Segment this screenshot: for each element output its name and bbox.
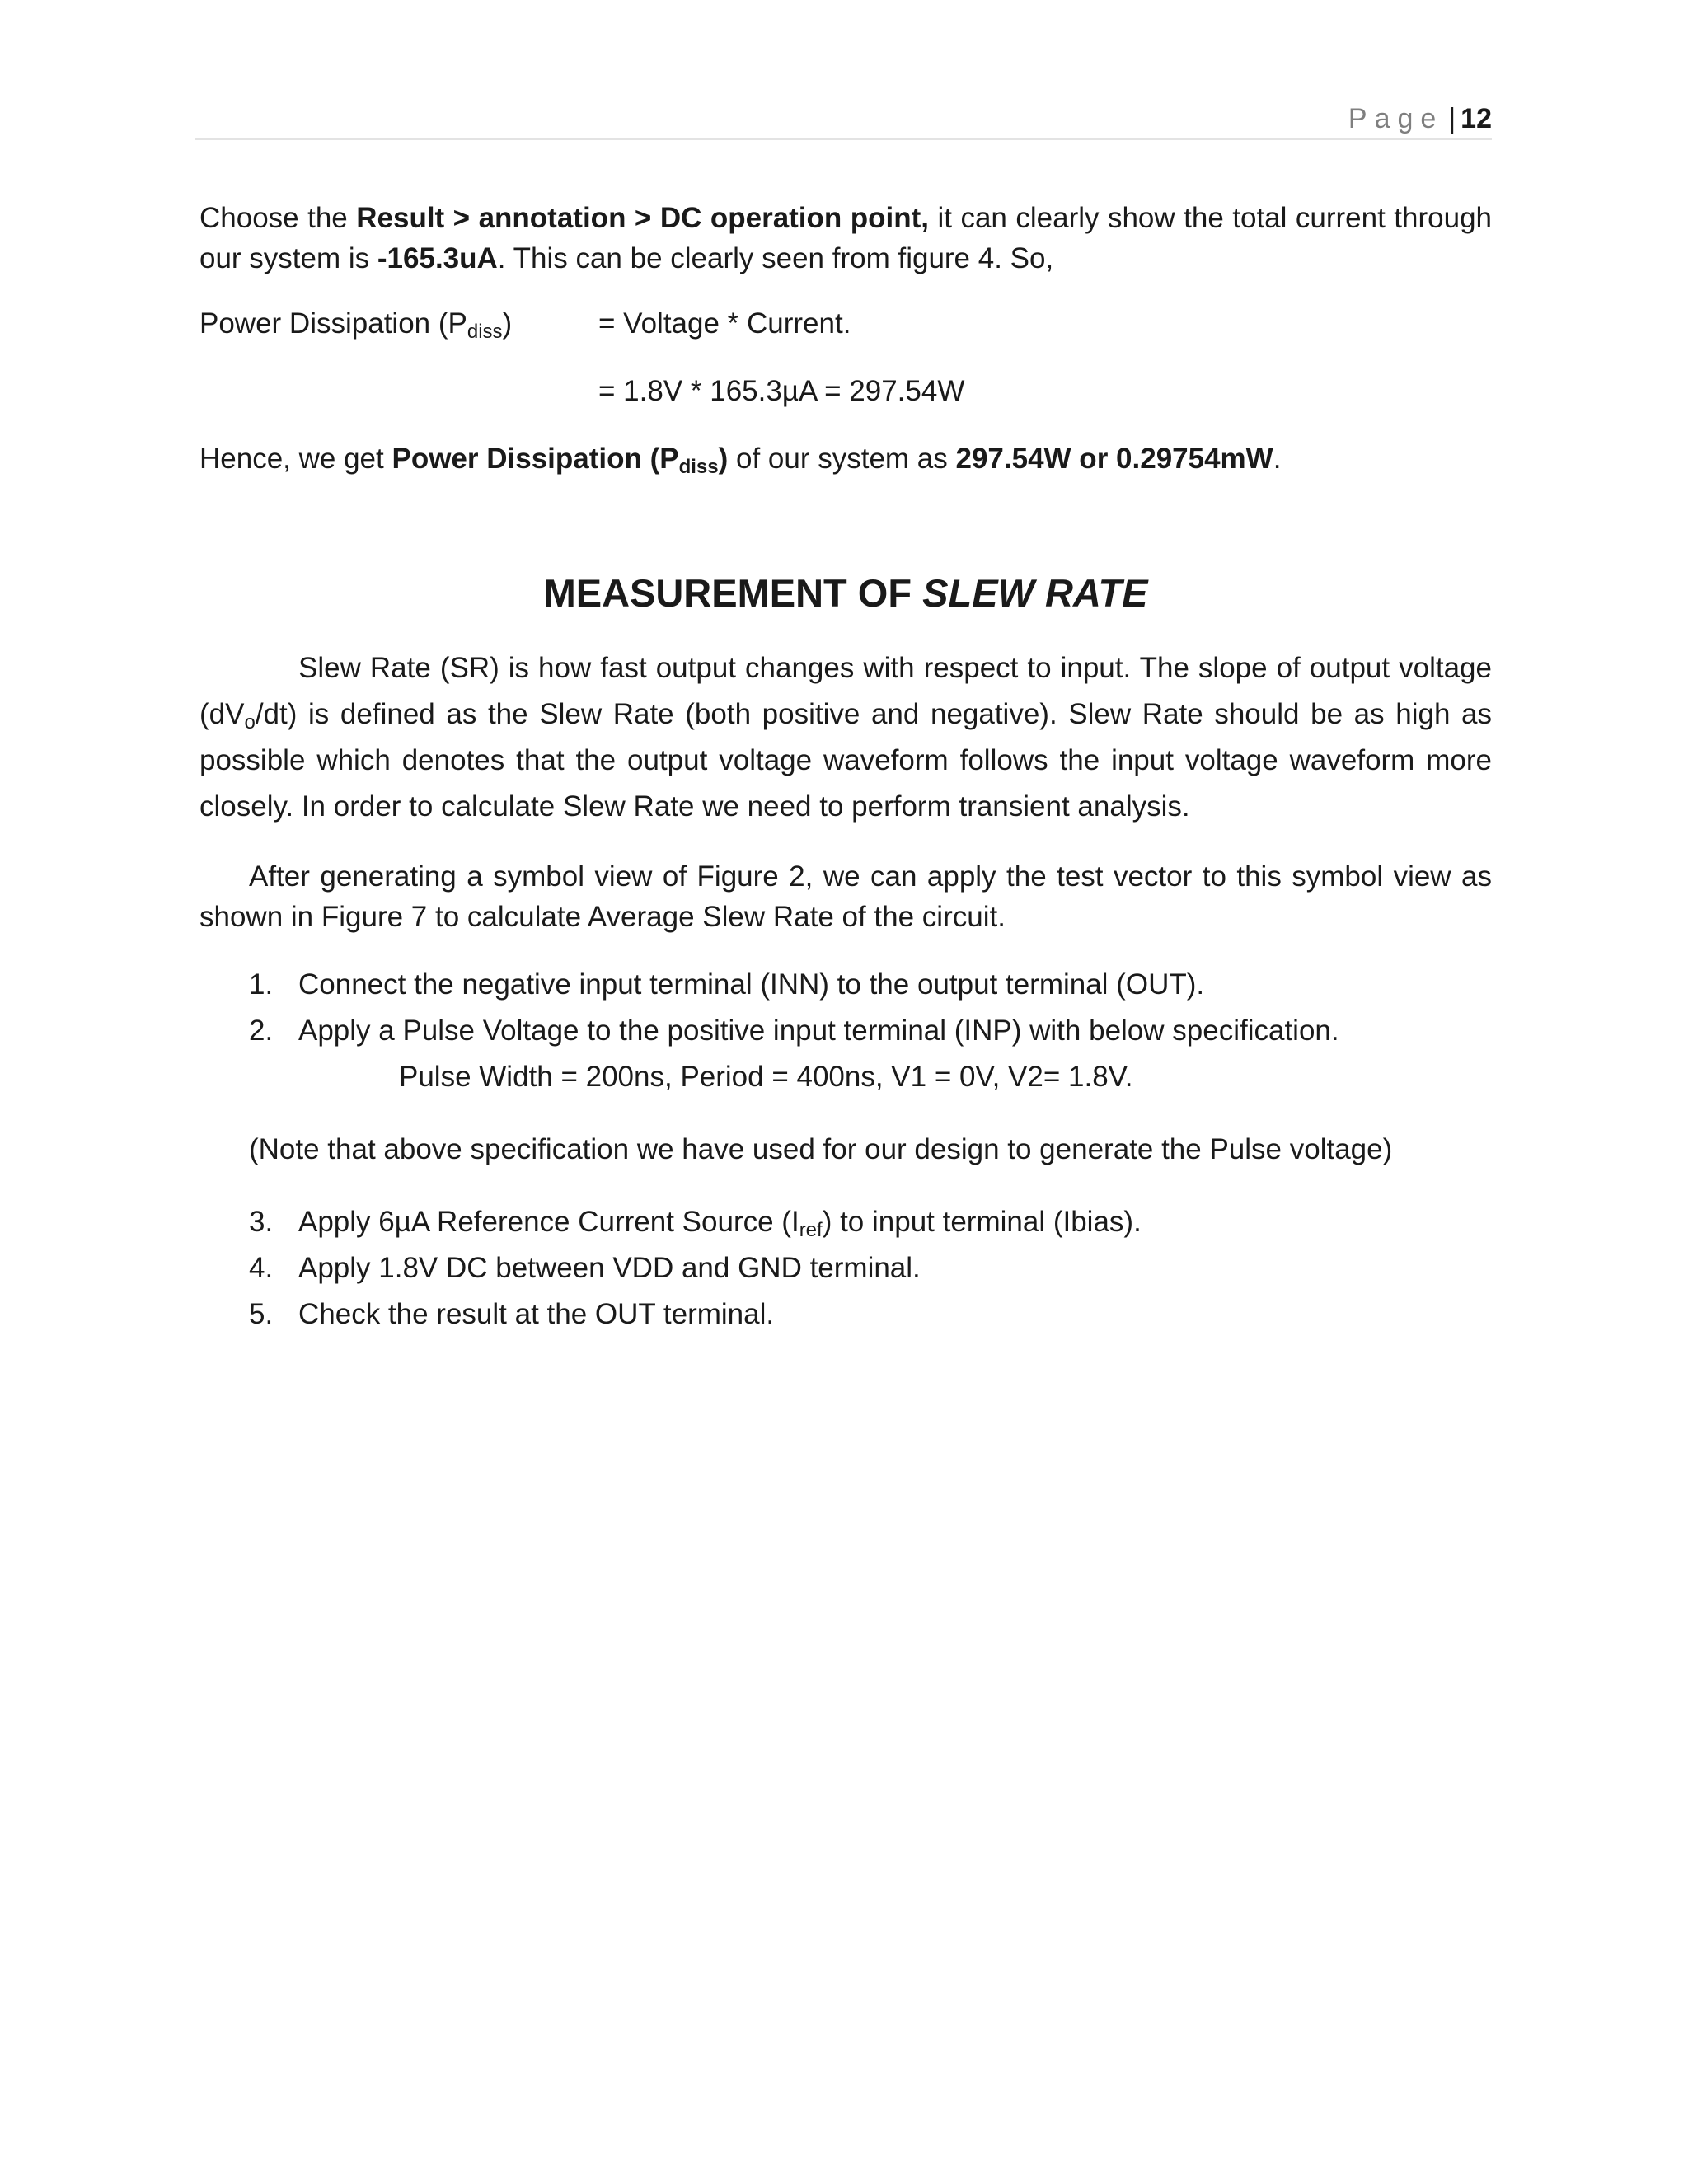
list-item-text: Apply 1.8V DC between VDD and GND terminal. [298, 1252, 921, 1284]
formula-row-1 [199, 303, 1492, 344]
slew-rate-paragraph [199, 645, 1492, 830]
hence-power-value: 297.54W or 0.29754mW [955, 443, 1273, 475]
section-heading-text: MEASUREMENT OF [543, 571, 923, 615]
intro-text-3: . This can be clearly seen from figure 4. So, [497, 242, 1054, 274]
header-separator: | [1448, 103, 1456, 134]
hence-power-end: ) [718, 443, 729, 475]
intro-text-1: Choose the [199, 202, 357, 234]
list-item [249, 1008, 1492, 1054]
page-header [195, 97, 1492, 140]
list-item-number: 1. [249, 968, 274, 1001]
hence-power-text: Power Dissipation (P [392, 443, 679, 475]
steps-list-a [199, 962, 1492, 1054]
hence-paragraph [199, 438, 1492, 479]
list-item-number: 2. [249, 1015, 274, 1047]
note-line: (Note that above specification we have used for our design to generate the Pulse voltage) [249, 1133, 1393, 1165]
slew-subscript: o [244, 711, 256, 733]
step3-text-2: ) to input terminal (Ibias). [822, 1206, 1142, 1238]
formula-equation-1: = Voltage * Current. [598, 307, 851, 340]
intro-menu-path: Result > annotation > DC operation point, [356, 202, 930, 234]
list-item [249, 1199, 1492, 1245]
list-item-text: Connect the negative input terminal (INN) to the output terminal (OUT). [298, 968, 1205, 1001]
section-heading [199, 568, 1492, 619]
hence-text-3: . [1273, 443, 1282, 475]
formula-label-spacer [199, 371, 598, 411]
section-heading-italic: SLEW RATE [922, 571, 1148, 615]
step3-subscript: ref [799, 1219, 823, 1241]
steps-list-b [199, 1199, 1492, 1338]
list-item [249, 1291, 1492, 1338]
page-number: 12 [1461, 103, 1492, 134]
list-item-number: 5. [249, 1298, 274, 1330]
list-item [249, 1245, 1492, 1291]
list-item-number: 4. [249, 1252, 274, 1284]
pulse-spec-line: Pulse Width = 200ns, Period = 400ns, V1 = 0V, V2= 1.8V. [399, 1061, 1133, 1093]
list-item-number: 3. [249, 1206, 274, 1238]
symbol-view-paragraph: After generating a symbol view of Figure 2, we can apply the test vector to this symbol view as shown in Figure 7 to calculate Average Slew Rate of the circuit. [199, 860, 1492, 933]
intro-paragraph [199, 198, 1492, 279]
hence-power-subscript: diss [678, 456, 719, 478]
list-item [249, 962, 1492, 1008]
page-content [199, 198, 1492, 1338]
slew-text-2: /dt) is defined as the Slew Rate (both positive and negative). Slew Rate should be as high as possible which denotes that the output voltage waveform follows the input voltage waveform more closely. In order to calculate Slew Rate we need to perform transient analysis. [199, 698, 1492, 823]
formula-label-subscript: diss [467, 321, 503, 343]
slew-text-1: Slew Rate (SR) is how fast output changes with respect to input. The slope of output voltage (dV [199, 652, 1492, 730]
hence-text-1: Hence, we get [199, 443, 392, 475]
page-label: Page [1348, 103, 1444, 134]
formula-label [199, 303, 598, 344]
list-item-text: Apply a Pulse Voltage to the positive input terminal (INP) with below specification. [298, 1015, 1339, 1047]
list-item-text [298, 1199, 1142, 1245]
formula-row-2 [199, 371, 1492, 411]
step3-text-1: Apply 6µA Reference Current Source (I [298, 1206, 799, 1238]
formula-label-end: ) [502, 307, 513, 340]
hence-power-term [392, 443, 729, 478]
hence-text-2: of our system as [728, 443, 956, 475]
formula-label-text: Power Dissipation (P [199, 307, 467, 340]
intro-current-value: -165.3uA [377, 242, 498, 274]
intro-text-2: it can clearly show the total current through our system is [199, 202, 1492, 274]
formula-equation-2: = 1.8V * 165.3µA = 297.54W [598, 375, 965, 407]
list-item-text: Check the result at the OUT terminal. [298, 1298, 775, 1330]
